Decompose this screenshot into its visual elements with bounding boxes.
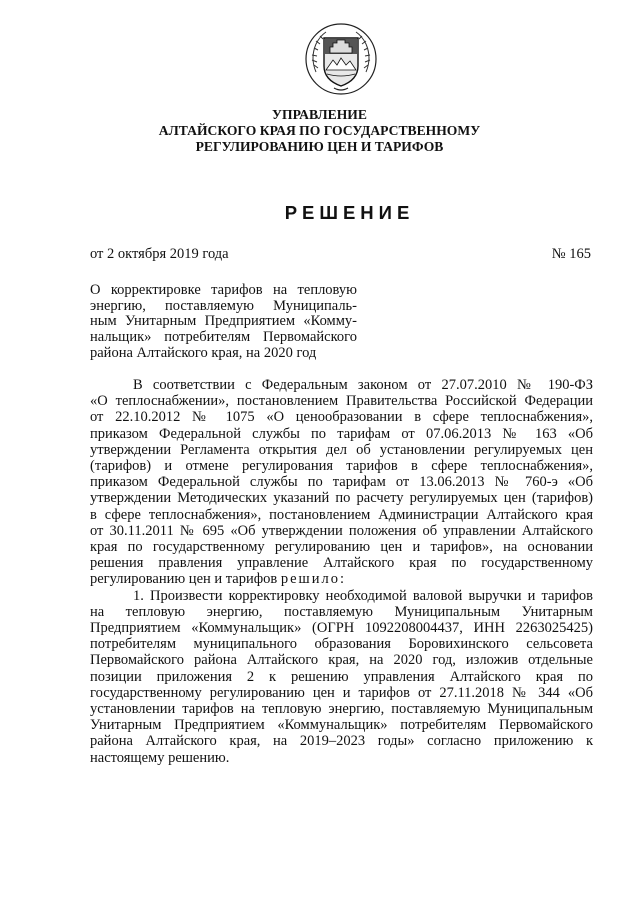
- body-line: государственному регулированию цен и тарифов от 27.11.2018 № 344 «Об: [90, 684, 593, 701]
- subject-line: ным Унитарным Предприятием «Комму-: [90, 313, 357, 330]
- body-line: приказом Федеральной службы по тарифам от 07.06.2013 № 163 «Об: [90, 425, 593, 442]
- body-line: края по государственному регулированию цен и тарифов», на основании: [90, 539, 593, 556]
- body-line: в сфере теплоснабжения», постановлением Администрации Алтайского края: [90, 506, 593, 523]
- coat-of-arms-icon: [304, 22, 378, 96]
- document-subject: [90, 283, 357, 362]
- subject-line: нальщик» потребителям Первомайского: [90, 329, 357, 346]
- body-line: настоящему решению.: [90, 749, 230, 766]
- body-line: утверждении Регламента открытия дел об установлении регулируемых цен: [90, 441, 593, 458]
- body-line: Предприятием «Коммунальщик» (ОГРН 1092208004437, ИНН 2263025425): [90, 620, 593, 637]
- body-text: регулированию цен и тарифов: [90, 571, 281, 588]
- organization-heading: [0, 107, 639, 155]
- body-line: установлении тарифов на тепловую энергию, поставляемую Муниципальным: [90, 701, 593, 718]
- document-number: № 165: [551, 246, 591, 262]
- body-line: утверждении Методических указаний по расчету регулируемых цен (тарифов): [90, 490, 593, 507]
- document-date: от 2 октября 2019 года: [90, 246, 229, 262]
- document-body: [90, 377, 593, 766]
- body-text: :: [339, 571, 344, 588]
- body-line: района Алтайского края, на 2019–2023 годы» согласно приложению к: [90, 733, 593, 750]
- body-line: Унитарным Предприятием «Коммунальщик» потребителям Первомайского: [90, 717, 593, 734]
- body-line: решения правления управление Алтайского края по государственному: [90, 555, 593, 572]
- org-line: РЕГУЛИРОВАНИЮ ЦЕН И ТАРИФОВ: [195, 139, 444, 154]
- body-line: Первомайского района Алтайского края, на 2020 год, изложив отдельные: [90, 652, 593, 669]
- org-line: АЛТАЙСКОГО КРАЯ ПО ГОСУДАРСТВЕННОМУ: [158, 123, 481, 138]
- org-line: УПРАВЛЕНИЕ: [272, 107, 367, 122]
- body-line: 1. Произвести корректировку необходимой валовой выручки и тарифов: [133, 587, 593, 604]
- body-line: «О теплоснабжении», постановлением Правительства Российской Федерации: [90, 393, 593, 410]
- subject-line: О корректировке тарифов на тепловую: [90, 282, 357, 298]
- body-line: от 22.10.2012 № 1075 «О ценообразовании в сфере теплоснабжения»,: [90, 409, 593, 426]
- body-line: позиции приложения 2 к решению управления Алтайского края по: [90, 668, 593, 685]
- subject-line: района Алтайского края, на 2020 год: [90, 344, 317, 361]
- body-line: на тепловую энергию, поставляемую Муниципальным Унитарным: [90, 603, 593, 620]
- subject-line: энергию, поставляемую Муниципаль-: [90, 297, 357, 314]
- body-line: (тарифов) и отмене регулирования тарифов в сфере теплоснабжения»,: [90, 458, 593, 475]
- document-type-title: РЕШЕНИЕ: [284, 202, 415, 223]
- resolved-word: решило: [280, 571, 340, 588]
- body-line: [90, 571, 593, 587]
- body-line: потребителям муниципального образования Боровихинского сельсовета: [90, 636, 593, 653]
- body-line: В соответствии с Федеральным законом от 27.07.2010 № 190-ФЗ: [133, 377, 593, 393]
- body-line: от 30.11.2011 № 695 «Об утверждении положения об управлении Алтайского: [90, 522, 593, 539]
- body-line: приказом Федеральной службы по тарифам от 13.06.2013 № 760-э «Об: [90, 474, 593, 491]
